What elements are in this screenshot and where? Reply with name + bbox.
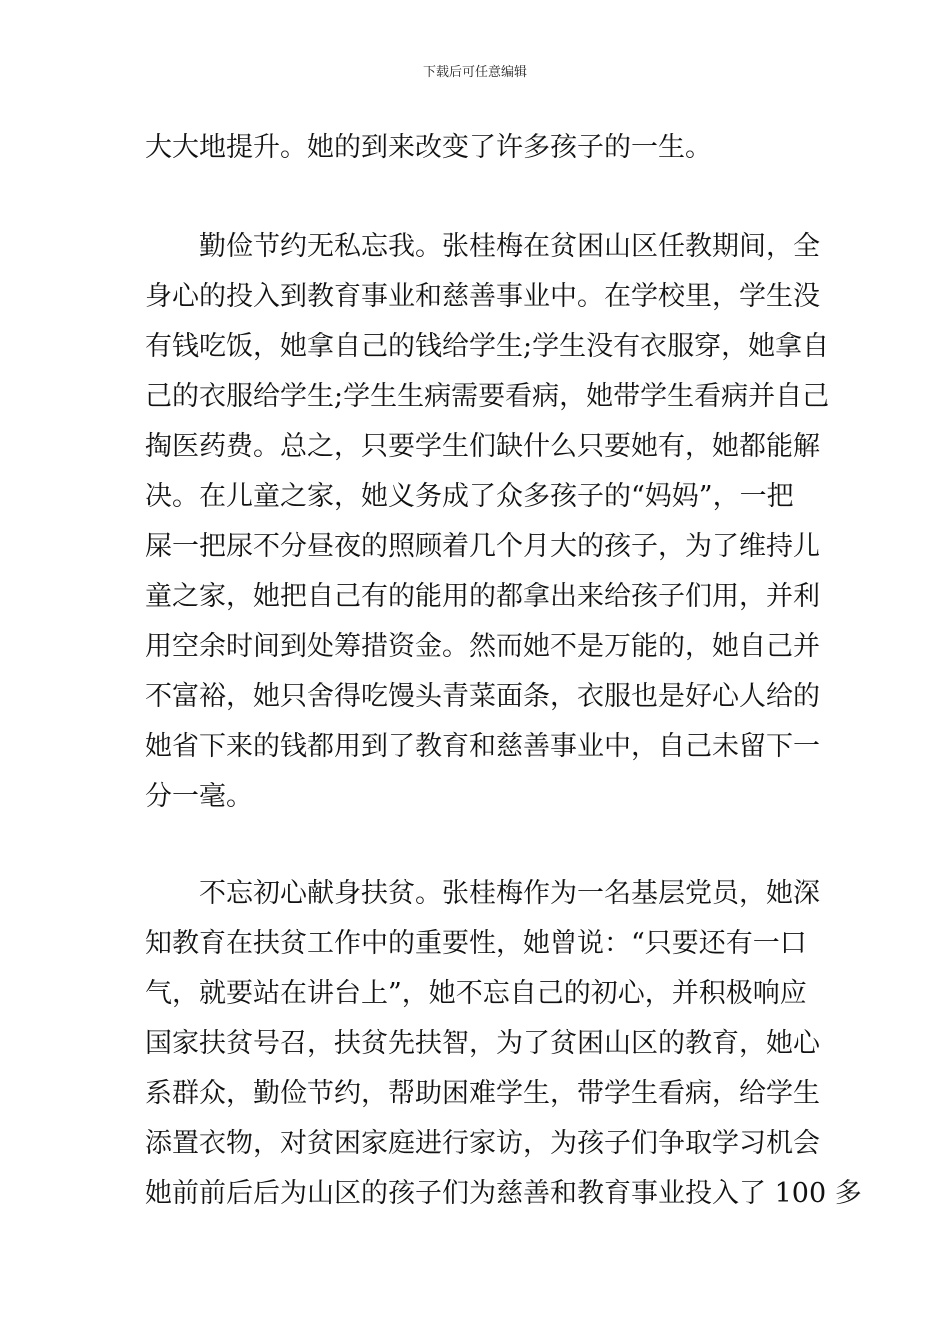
text-line: 她省下来的钱都用到了教育和慈善事业中，自己未留下一 — [145, 731, 820, 762]
text-line: 分一毫。 — [145, 781, 253, 812]
text-line: 有钱吃饭，她拿自己的钱给学生;学生没有衣服穿，她拿自 — [145, 331, 830, 362]
text-line: 用空余时间到处筹措资金。然而她不是万能的，她自己并 — [145, 631, 820, 662]
text-line: 系群众，勤俭节约，帮助困难学生，带学生看病，给学生 — [145, 1078, 820, 1109]
text-line: 掏医药费。总之，只要学生们缺什么只要她有，她都能解 — [145, 431, 820, 462]
text-line: 不富裕，她只舍得吃馒头青菜面条，衣服也是好心人给的 — [145, 681, 820, 712]
paragraph-first-line: 不忘初心献身扶贫。张桂梅作为一名基层党员，她深 — [199, 878, 820, 909]
text-line: 屎一把尿不分昼夜的照顾着几个月大的孩子，为了维持儿 — [145, 531, 820, 562]
page-header: 下载后可任意编辑 — [422, 65, 527, 80]
text-line: 身心的投入到教育事业和慈善事业中。在学校里，学生没 — [145, 281, 820, 312]
text-line: 国家扶贫号召，扶贫先扶智，为了贫困山区的教育，她心 — [145, 1028, 820, 1059]
text-line: 童之家，她把自己有的能用的都拿出来给孩子们用，并利 — [145, 581, 820, 612]
text-line: 知教育在扶贫工作中的重要性，她曾说：“只要还有一口 — [145, 928, 807, 959]
text-line: 大大地提升。她的到来改变了许多孩子的一生。 — [145, 132, 712, 163]
text-line: 气，就要站在讲台上”，她不忘自己的初心，并积极响应 — [145, 978, 807, 1009]
text-line: 添置衣物，对贫困家庭进行家访，为孩子们争取学习机会 — [145, 1128, 820, 1159]
text-line: 她前前后后为山区的孩子们为慈善和教育事业投入了 100 多 — [145, 1178, 862, 1209]
text-line: 决。在儿童之家，她义务成了众多孩子的“妈妈”，一把 — [145, 481, 794, 512]
paragraph-first-line: 勤俭节约无私忘我。张桂梅在贫困山区任教期间，全 — [199, 231, 820, 262]
text-line: 己的衣服给学生;学生生病需要看病，她带学生看病并自己 — [145, 381, 830, 412]
